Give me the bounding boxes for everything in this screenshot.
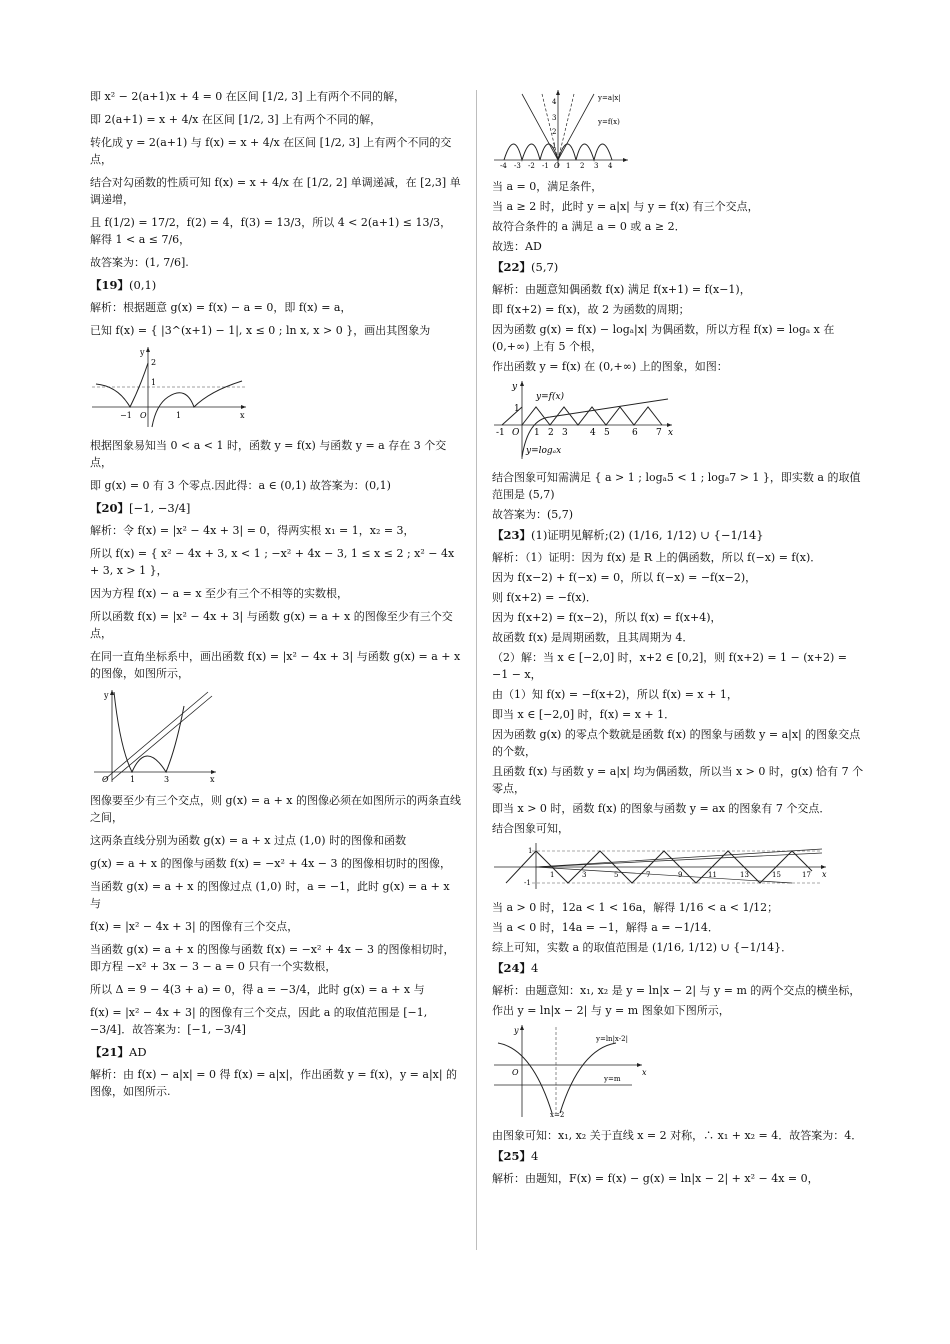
text-line: 且 f(1/2) = 17/2，f(2) = 4，f(3) = 13/3，所以 4 < 2(a+1) ≤ 13/3，解得 1 < a ≤ 7/6， bbox=[90, 216, 452, 246]
graph-label: x=2 bbox=[550, 1111, 565, 1119]
text-line: 解析：（1）证明：因为 f(x) 是 R 上的偶函数，所以 f(−x) = f(x)． bbox=[492, 551, 822, 564]
axis-tick: O bbox=[554, 162, 560, 170]
axis-tick: 5 bbox=[614, 871, 619, 879]
text-line: 即 g(x) = 0 有 3 个零点.因此得：a ∈ (0,1) 故答案为：(0,1) bbox=[90, 479, 391, 492]
q19-section bbox=[90, 277, 462, 494]
text-line: 因为函数 g(x) = f(x) − logₐ|x| 为偶函数，所以方程 f(x) = logₐ x 在 (0,+∞) 上有 5 个根， bbox=[492, 323, 835, 353]
text-line: 即 2(a+1) = x + 4/x 在区间 [1/2, 3] 上有两个不同的解， bbox=[90, 113, 382, 126]
graph-label: y=m bbox=[604, 1075, 621, 1083]
q25-heading: 【25】4 bbox=[492, 1149, 539, 1163]
text-line: 作出 y = ln|x − 2| 与 y = m 图象如下图所示， bbox=[492, 1004, 730, 1017]
axis-tick: -4 bbox=[500, 162, 507, 170]
text-line: 转化成 y = 2(a+1) 与 f(x) = x + 4/x 在区间 [1/2, 3] 上有两个不同的交点， bbox=[90, 136, 452, 166]
axis-tick: 13 bbox=[740, 871, 749, 879]
text-line: 根据图象易知当 0 < a < 1 时，函数 y = f(x) 与函数 y = a 存在 3 个交点， bbox=[90, 439, 447, 469]
text-line: 所以 f(x) = { x² − 4x + 3, x < 1 ; −x² + 4x − 3, 1 ≤ x ≤ 2 ; x² − 4x + 3, x > 1 }， bbox=[90, 547, 455, 577]
axis-label: x bbox=[668, 428, 674, 438]
axis-label: O bbox=[102, 775, 109, 784]
text-line: 故符合条件的 a 满足 a = 0 或 a ≥ 2． bbox=[492, 220, 686, 233]
text-line: 解析：由 f(x) − a|x| = 0 得 f(x) = a|x|，作出函数 y = f(x)，y = a|x| 的图像，如图所示. bbox=[90, 1068, 458, 1098]
axis-tick: 3 bbox=[582, 871, 587, 879]
axis-label: 3 bbox=[552, 114, 557, 122]
text-line: 解析：根据题意 g(x) = f(x) − a = 0，即 f(x) = a， bbox=[90, 301, 352, 314]
text-line: 在同一直角坐标系中，画出函数 f(x) = |x² − 4x + 3| 与函数 g(x) = a + x 的图像，如图所示， bbox=[90, 650, 461, 680]
graph-label: y=ln|x-2| bbox=[596, 1035, 628, 1043]
text-line: 即当 x ∈ [−2,0] 时，f(x) = x + 1． bbox=[492, 708, 676, 721]
q23-section bbox=[492, 527, 864, 956]
axis-tick: -1 bbox=[496, 428, 505, 438]
axis-label: 1 bbox=[514, 404, 520, 414]
text-line: g(x) = a + x 的图像与函数 f(x) = −x² + 4x − 3 的图像相切时的图像， bbox=[90, 857, 452, 870]
q21-section bbox=[90, 1044, 462, 1100]
text-line: 当函数 g(x) = a + x 的图像与函数 f(x) = −x² + 4x − 3 的图像相切时，即方程 −x² + 3x − 3 − a = 0 只有一个实数根， bbox=[90, 943, 455, 973]
text-line: 当 a < 0 时，14a = −1，解得 a = −1/14． bbox=[492, 921, 719, 934]
axis-label: y bbox=[514, 1026, 519, 1035]
axis-label: y bbox=[104, 691, 109, 700]
text-line: 综上可知，实数 a 的取值范围是 (1/16, 1/12) ∪ {−1/14}． bbox=[492, 941, 793, 954]
axis-tick: 3 bbox=[594, 162, 599, 170]
text-line: 解析：令 f(x) = |x² − 4x + 3| = 0，得两实根 x₁ = 1，x₂ = 3， bbox=[90, 524, 415, 537]
q22-section bbox=[492, 259, 864, 523]
axis-tick: -1 bbox=[542, 162, 549, 170]
axis-label: 2 bbox=[151, 358, 157, 367]
axis-label: 1 bbox=[552, 142, 557, 150]
axis-tick: 17 bbox=[802, 871, 811, 879]
graph-label: y=a|x| bbox=[598, 94, 621, 102]
axis-label: 1 bbox=[151, 378, 157, 387]
text-line: 由图象可知：x₁, x₂ 关于直线 x = 2 对称，∴ x₁ + x₂ = 4．故答案为：4． bbox=[492, 1129, 863, 1142]
text-line: 即 x² − 2(a+1)x + 4 = 0 在区间 [1/2, 3] 上有两个不同的解， bbox=[90, 90, 406, 103]
axis-tick: 3 bbox=[562, 428, 568, 438]
graph-label: y=f(x) bbox=[536, 392, 565, 402]
axis-label: x bbox=[240, 411, 245, 420]
text-line: 所以函数 f(x) = |x² − 4x + 3| 与函数 g(x) = a + x 的图像至少有三个交点， bbox=[90, 610, 453, 640]
axis-label: 3 bbox=[164, 775, 170, 784]
axis-label: 1 bbox=[176, 411, 182, 420]
axis-tick: 6 bbox=[632, 428, 638, 438]
q21-graph bbox=[492, 88, 632, 170]
axis-tick: O bbox=[512, 428, 520, 438]
q23-graph bbox=[492, 841, 832, 891]
axis-tick: 2 bbox=[548, 428, 554, 438]
text-line: （2）解：当 x ∈ [−2,0] 时，x+2 ∈ [0,2]，则 f(x+2) = 1 − (x+2) = −1 − x， bbox=[492, 651, 847, 681]
text-line: 即当 x > 0 时，函数 f(x) 的图象与函数 y = ax 的图象有 7 个交点． bbox=[492, 802, 831, 815]
q20-section bbox=[90, 500, 462, 1038]
text-line: 当函数 g(x) = a + x 的图像过点 (1,0) 时，a = −1，此时 g(x) = a + x 与 bbox=[90, 880, 450, 910]
text-line: 所以 Δ = 9 − 4(3 + a) = 0，得 a = −3/4，此时 g(x) = a + x 与 bbox=[90, 983, 425, 996]
axis-tick: 5 bbox=[604, 428, 610, 438]
axis-label: −1 bbox=[120, 411, 132, 420]
q22-heading: 【22】(5,7) bbox=[492, 260, 559, 274]
axis-tick: 11 bbox=[708, 871, 717, 879]
text-line: 当 a ≥ 2 时，此时 y = a|x| 与 y = f(x) 有三个交点， bbox=[492, 200, 759, 213]
text-line: 因为方程 f(x) − a = x 至少有三个不相等的实数根， bbox=[90, 587, 349, 600]
left-column bbox=[90, 88, 462, 1106]
axis-tick: 1 bbox=[550, 871, 555, 879]
axis-label: x bbox=[210, 775, 215, 784]
q24-graph bbox=[492, 1023, 652, 1119]
q22-graph bbox=[492, 379, 678, 461]
axis-tick: -2 bbox=[528, 162, 535, 170]
text-line: 即 f(x+2) = f(x)，故 2 为函数的周期； bbox=[492, 303, 690, 316]
q20-graph bbox=[90, 688, 220, 784]
right-column bbox=[492, 88, 864, 1190]
axis-label: O bbox=[140, 411, 147, 420]
axis-label: x bbox=[642, 1068, 647, 1077]
text-line: 因为 f(x−2) + f(−x) = 0，所以 f(−x) = −f(x−2)， bbox=[492, 571, 757, 584]
text-line: 结合图象可知需满足 { a > 1 ; logₐ5 < 1 ; logₐ7 > 1 }，即实数 a 的取值范围是 (5,7) bbox=[492, 471, 861, 501]
axis-tick: 1 bbox=[528, 847, 533, 855]
text-line: 故选：AD bbox=[492, 240, 542, 253]
q24-heading: 【24】4 bbox=[492, 961, 539, 975]
text-line: 因为函数 g(x) 的零点个数就是函数 f(x) 的图象与函数 y = a|x| 的图象交点的个数， bbox=[492, 728, 861, 758]
q23-heading: 【23】(1)证明见解析;(2) (1/16, 1/12) ∪ {−1/14} bbox=[492, 528, 764, 542]
text-line: 解析：由题意知：x₁, x₂ 是 y = ln|x − 2| 与 y = m 的两个交点的横坐标， bbox=[492, 984, 861, 997]
axis-label: y bbox=[140, 348, 145, 357]
axis-label: y bbox=[512, 382, 518, 392]
graph-label: y=f(x) bbox=[598, 118, 620, 126]
axis-label: x bbox=[822, 870, 827, 879]
graph-label: y=logₐx bbox=[526, 446, 562, 456]
text-line: 解析：由题意知偶函数 f(x) 满足 f(x+1) = f(x−1)， bbox=[492, 283, 751, 296]
q20-heading: 【20】[−1, −3/4] bbox=[90, 501, 191, 515]
axis-tick: 1 bbox=[566, 162, 571, 170]
axis-tick: -3 bbox=[514, 162, 521, 170]
axis-tick: 7 bbox=[646, 871, 651, 879]
q25-section bbox=[492, 1148, 864, 1187]
axis-tick: 15 bbox=[772, 871, 781, 879]
text-line: 这两条直线分别为函数 g(x) = a + x 过点 (1,0) 时的图像和函数 bbox=[90, 834, 407, 847]
text-line: 结合对勾函数的性质可知 f(x) = x + 4/x 在 [1/2, 2] 单调递减，在 [2,3] 单调递增， bbox=[90, 176, 461, 206]
axis-label: 4 bbox=[552, 98, 557, 106]
text-line: f(x) = |x² − 4x + 3| 的图像有三个交点， bbox=[90, 920, 299, 933]
axis-label: 2 bbox=[552, 128, 557, 136]
text-line: 当 a = 0，满足条件， bbox=[492, 180, 603, 193]
q19-graph bbox=[90, 345, 250, 429]
axis-label: 1 bbox=[130, 775, 136, 784]
text-line: 故答案为：(1, 7/6]. bbox=[90, 256, 189, 269]
text-line: 且函数 f(x) 与函数 y = a|x| 均为偶函数，所以当 x > 0 时，g(x) 恰有 7 个零点， bbox=[492, 765, 864, 795]
axis-tick: 1 bbox=[534, 428, 540, 438]
text-line: f(x) = |x² − 4x + 3| 的图像有三个交点，因此 a 的取值范围是 [−1, −3/4]．故答案为：[−1, −3/4] bbox=[90, 1006, 428, 1036]
text-line: 由（1）知 f(x) = −f(x+2)，所以 f(x) = x + 1， bbox=[492, 688, 738, 701]
axis-tick: 2 bbox=[580, 162, 585, 170]
text-line: 则 f(x+2) = −f(x)． bbox=[492, 591, 597, 604]
text-line: 当 a > 0 时，12a < 1 < 16a，解得 1/16 < a < 1/12； bbox=[492, 901, 779, 914]
q21-heading: 【21】AD bbox=[90, 1045, 147, 1059]
text-line: 已知 f(x) = { |3^(x+1) − 1|, x ≤ 0 ; ln x, x > 0 }，画出其图象为 bbox=[90, 324, 431, 337]
q19-heading: 【19】(0,1) bbox=[90, 278, 157, 292]
text-line: 图像要至少有三个交点，则 g(x) = a + x 的图像必须在如图所示的两条直线之间， bbox=[90, 794, 462, 824]
text-line: 因为 f(x+2) = f(x−2)，所以 f(x) = f(x+4)， bbox=[492, 611, 722, 624]
text-line: 故函数 f(x) 是周期函数，且其周期为 4． bbox=[492, 631, 694, 644]
text-line: 解析：由题知，F(x) = f(x) − g(x) = ln|x − 2| + x² − 4x = 0， bbox=[492, 1172, 819, 1185]
axis-tick: 4 bbox=[608, 162, 613, 170]
axis-tick: -1 bbox=[524, 879, 531, 887]
text-line: 结合图象可知， bbox=[492, 822, 569, 835]
axis-tick: 4 bbox=[590, 428, 596, 438]
axis-tick: 9 bbox=[678, 871, 683, 879]
text-line: 故答案为：(5,7) bbox=[492, 508, 574, 521]
q18-continuation bbox=[90, 88, 462, 271]
q24-section bbox=[492, 960, 864, 1144]
axis-tick: 7 bbox=[656, 428, 662, 438]
axis-label: O bbox=[512, 1068, 519, 1077]
column-divider bbox=[476, 90, 477, 1250]
text-line: 作出函数 y = f(x) 在 (0,+∞) 上的图象，如图： bbox=[492, 360, 728, 373]
